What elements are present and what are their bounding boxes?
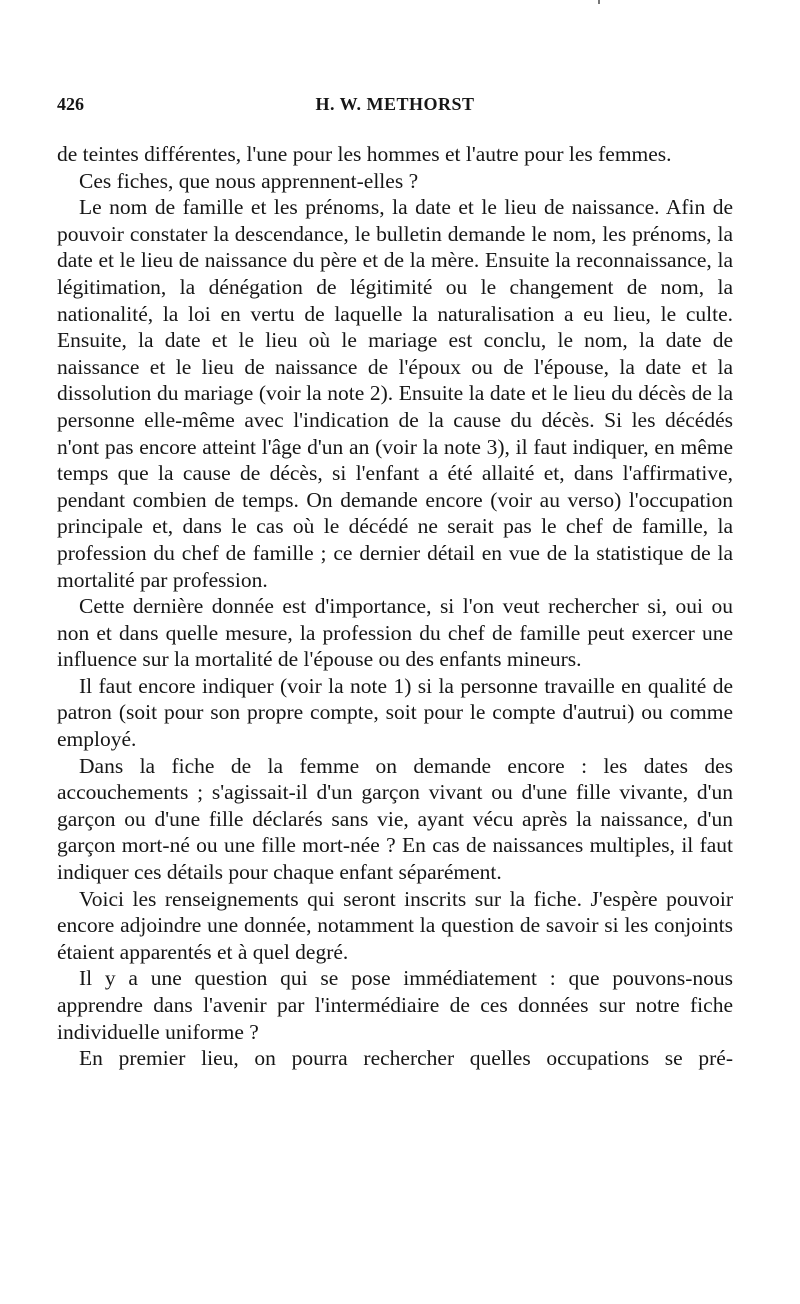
paragraph-fiche-femme: Dans la fiche de la femme on demande encore : les dates des accouchements ; s'agissait-il d'un garçon vivant ou d'une fille vivante, d'un garçon ou d'une fille déclarés sans vie, ayant vécu après la naissance, d'un garçon mort-né ou une fille mort-née ? En cas de naissances multiples, il faut indiquer ces détails pour chaque enfant séparément. [57, 753, 733, 885]
page-header [57, 94, 733, 120]
paragraph-continuation: de teintes différentes, l'une pour les hommes et l'autre pour les femmes. [57, 142, 672, 166]
paragraph-patron-employe: Il faut encore indiquer (voir la note 1) si la personne travaille en qualité de patron (soit pour son propre compte, soit pour le compte d'autrui) ou comme employé. [57, 673, 733, 752]
scan-mark [598, 0, 600, 4]
paragraph-profession-importance: Cette dernière donnée est d'importance, si l'on veut rechercher si, oui ou non et dans quelle mesure, la profession du chef de famille peut exercer une influence sur la mortalité de l'épouse ou des enfants mineurs. [57, 594, 733, 672]
paragraph-renseignements: Voici les renseignements qui seront inscrits sur la fiche. J'espère pouvoir encore adjoindre une donnée, notamment la question de savoir si les conjoints étaient apparentés et à quel degré. [57, 886, 733, 964]
paragraph-fiche-contents: Le nom de famille et les prénoms, la date et le lieu de naissance. Afin de pouvoir constater la descendance, le bulletin demande le nom, les prénoms, la date et le lieu de naissance du père et de la mère. Ensuite la reconnaissance, la légitimation, la dénégation de légitimité ou le changement de nom, la nationalité, la loi en vertu de laquelle la naturalisation a eu lieu, le culte. Ensuite, la date et le lieu où le mariage est conclu, le nom, la date de naissance et le lieu de naissance de l'époux ou de l'épouse, la date et la dissolution du mariage (voir la note 2). Ensuite la date et le lieu du décès de la personne elle-même avec l'indication de la cause du décès. Si les décédés n'ont pas encore atteint l'âge d'un an (voir la note 3), il faut indiquer, en même temps que la cause de décès, si l'enfant a été allaité et, dans l'affirmative, pendant combien de temps. On demande encore (voir au verso) l'occupation principale et, dans le cas où le décédé ne serait pas le chef de famille, la profession du chef de famille ; ce dernier détail en vue de la statistique de la mortalité par profession. [57, 195, 733, 592]
running-head: H. W. METHORST [315, 94, 475, 114]
page-number: 426 [57, 94, 84, 114]
paragraph-question: Ces fiches, que nous apprennent-elles ? [79, 168, 419, 193]
paragraph-question-avenir: Il y a une question qui se pose immédiatement : que pouvons-nous apprendre dans l'avenir par l'intermédiaire de ces données sur notre fiche individuelle uniforme ? [57, 966, 733, 1044]
body-text [57, 141, 733, 1072]
paragraph-premier-lieu: En premier lieu, on pourra rechercher quelles occupations se pré- [79, 1046, 733, 1071]
